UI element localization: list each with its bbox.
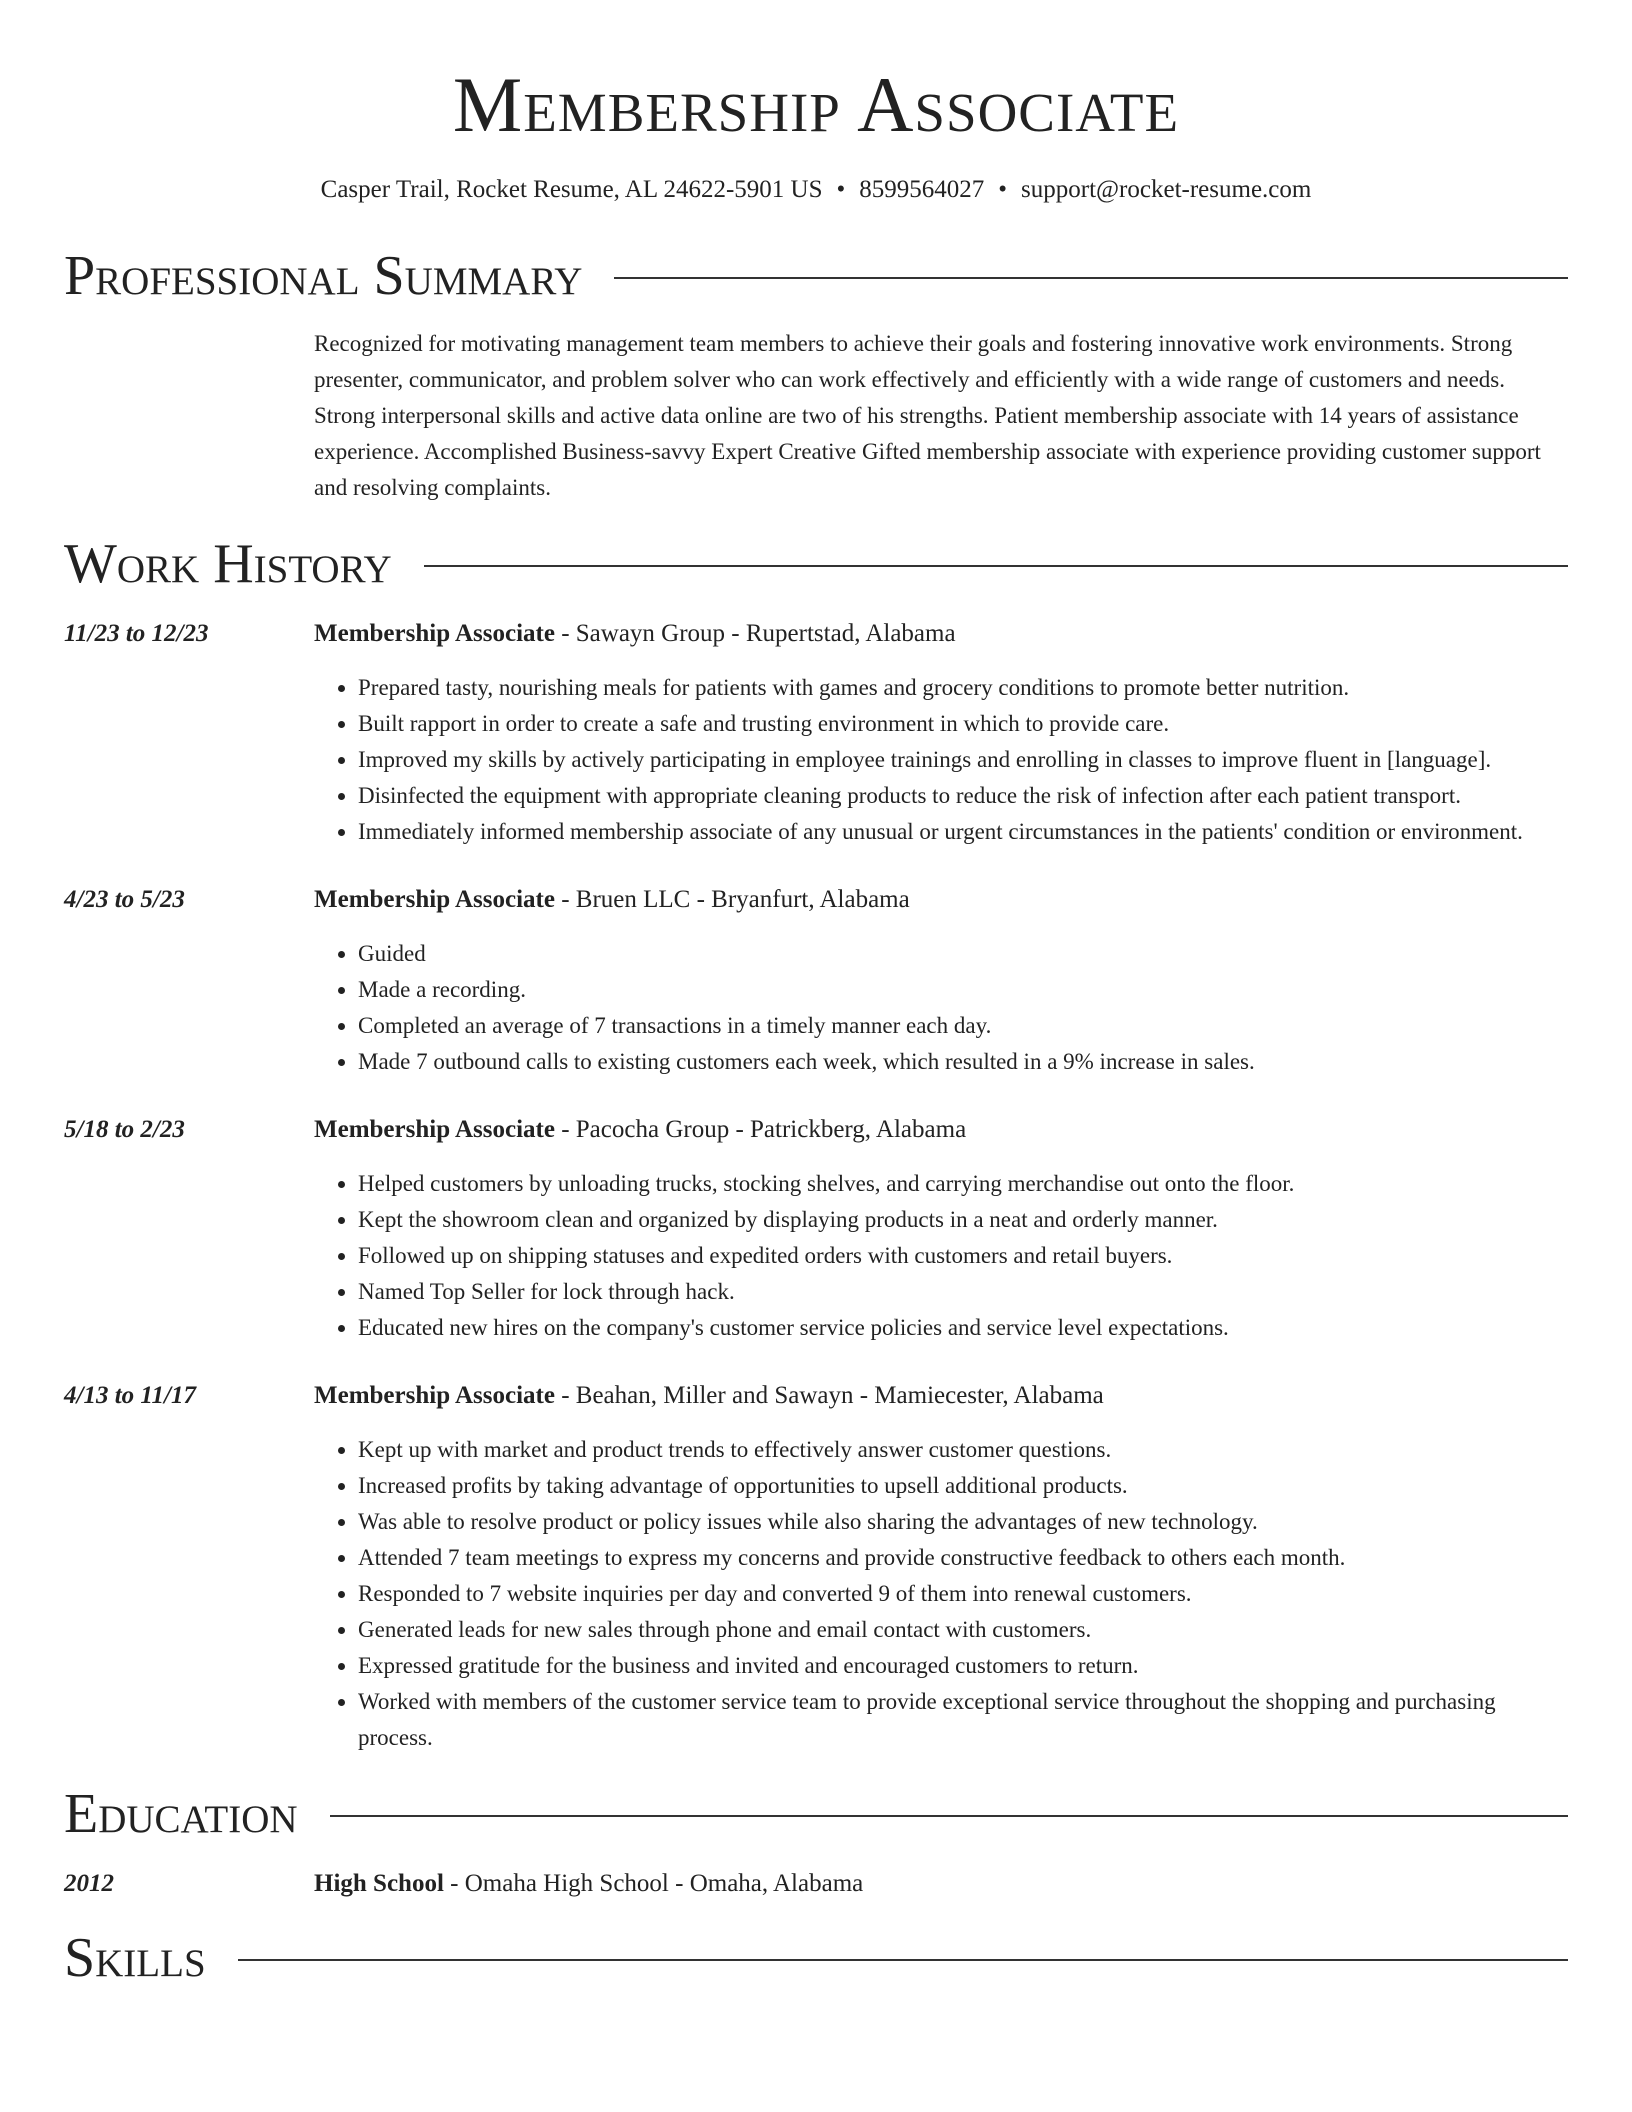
section-divider — [614, 277, 1568, 279]
job-dates: 4/23 to 5/23 — [64, 886, 185, 913]
job-bullet: • Was able to resolve product or policy issues while also sharing the advantages of new technology. — [358, 1504, 1568, 1540]
section-divider — [238, 1959, 1568, 1961]
contact-address: Casper Trail, Rocket Resume, AL 24622-5901 US — [320, 176, 823, 203]
job-bullet: • Worked with members of the customer service team to provide exceptional service throughout the shopping and purchasing process. — [358, 1684, 1568, 1756]
job-title-line — [314, 884, 1568, 916]
skills-heading: Skills — [64, 1927, 206, 1989]
job-bullet: • Made 7 outbound calls to existing customers each week, which resulted in a 9% increase in sales. — [358, 1044, 1568, 1080]
summary-section-header — [64, 245, 1568, 307]
job-bullet: • Built rapport in order to create a safe and trusting environment in which to provide care. — [358, 706, 1568, 742]
job-entry — [64, 618, 1568, 850]
job-bullet: • Educated new hires on the company's customer service policies and service level expectations. — [358, 1310, 1568, 1346]
education-line — [314, 1868, 1568, 1900]
job-bullet: • Disinfected the equipment with appropriate cleaning products to reduce the risk of infection after each patient transport. — [358, 778, 1568, 814]
work-history-list — [64, 618, 1568, 1756]
education-section-header — [64, 1783, 1568, 1845]
work-heading: Work History — [64, 533, 392, 595]
contact-separator: • — [998, 176, 1008, 203]
skills-section-header — [64, 1927, 1568, 1989]
job-title-line — [314, 618, 1568, 650]
education-heading: Education — [64, 1783, 298, 1845]
job-bullet: • Attended 7 team meetings to express my concerns and provide constructive feedback to others each month. — [358, 1540, 1568, 1576]
contact-email: support@rocket-resume.com — [1021, 176, 1312, 203]
job-bullets — [314, 1432, 1568, 1756]
job-title-line — [314, 1114, 1568, 1146]
job-bullets — [314, 670, 1568, 850]
job-employer: - Beahan, Miller and Sawayn - Mamiecester, Alabama — [554, 1382, 1104, 1409]
job-bullet: • Guided — [358, 936, 1568, 972]
job-dates: 11/23 to 12/23 — [64, 620, 209, 647]
contact-phone: 8599564027 — [859, 176, 985, 203]
job-entry — [64, 884, 1568, 1080]
summary-text: Recognized for motivating management team members to achieve their goals and fostering innovative work environments. Strong presenter, communicator, and problem solver who can work effectively and efficiently with a wide range of customers and needs. Strong interpersonal skills and active data online are two of his strengths. Patient membership associate with 14 years of assistance experience. Accomplished Business-savvy Expert Creative Gifted membership associate with experience providing customer support and resolving complaints. — [314, 331, 1541, 500]
job-bullets — [314, 1166, 1568, 1346]
job-bullet: • Named Top Seller for lock through hack. — [358, 1274, 1568, 1310]
job-bullet: • Responded to 7 website inquiries per day and converted 9 of them into renewal customers. — [358, 1576, 1568, 1612]
job-title: Membership Associate — [314, 1116, 555, 1143]
job-title-line — [314, 1380, 1568, 1412]
job-entry — [64, 1114, 1568, 1346]
education-degree: High School — [314, 1870, 444, 1897]
job-bullet: • Kept the showroom clean and organized by displaying products in a neat and orderly manner. — [358, 1202, 1568, 1238]
contact-line — [64, 176, 1568, 204]
section-divider — [330, 1815, 1568, 1817]
job-bullet: • Increased profits by taking advantage of opportunities to upsell additional products. — [358, 1468, 1568, 1504]
job-dates: 4/13 to 11/17 — [64, 1382, 196, 1409]
work-section-header — [64, 533, 1568, 595]
job-title: Membership Associate — [314, 886, 555, 913]
job-employer: - Pacocha Group - Patrickberg, Alabama — [554, 1116, 967, 1143]
job-bullet: • Improved my skills by actively participating in employee trainings and enrolling in classes to improve fluent in [language]. — [358, 742, 1568, 778]
job-entry — [64, 1380, 1568, 1756]
job-title: Membership Associate — [314, 620, 555, 647]
job-title: Membership Associate — [314, 1382, 555, 1409]
education-entry — [64, 1868, 1568, 1900]
job-dates: 5/18 to 2/23 — [64, 1116, 185, 1143]
job-bullet: • Followed up on shipping statuses and expedited orders with customers and retail buyers. — [358, 1238, 1568, 1274]
education-school: - Omaha High School - Omaha, Alabama — [443, 1870, 864, 1897]
job-bullet: • Immediately informed membership associate of any unusual or urgent circumstances in the patients' condition or environment. — [358, 814, 1568, 850]
job-employer: - Bruen LLC - Bryanfurt, Alabama — [554, 886, 910, 913]
job-bullet: • Helped customers by unloading trucks, stocking shelves, and carrying merchandise out onto the floor. — [358, 1166, 1568, 1202]
job-bullets — [314, 936, 1568, 1080]
job-bullet: • Prepared tasty, nourishing meals for patients with games and grocery conditions to promote better nutrition. — [358, 670, 1568, 706]
job-bullet: • Expressed gratitude for the business and invited and encouraged customers to return. — [358, 1648, 1568, 1684]
job-employer: - Sawayn Group - Rupertstad, Alabama — [554, 620, 956, 647]
job-bullet: • Generated leads for new sales through phone and email contact with customers. — [358, 1612, 1568, 1648]
section-divider — [424, 565, 1568, 567]
summary-heading: Professional Summary — [64, 245, 583, 307]
candidate-name: Membership Associate — [452, 61, 1180, 148]
education-year: 2012 — [64, 1870, 114, 1897]
job-bullet: • Made a recording. — [358, 972, 1568, 1008]
contact-separator: • — [836, 176, 846, 203]
job-bullet: • Kept up with market and product trends to effectively answer customer questions. — [358, 1432, 1568, 1468]
job-bullet: • Completed an average of 7 transactions in a timely manner each day. — [358, 1008, 1568, 1044]
